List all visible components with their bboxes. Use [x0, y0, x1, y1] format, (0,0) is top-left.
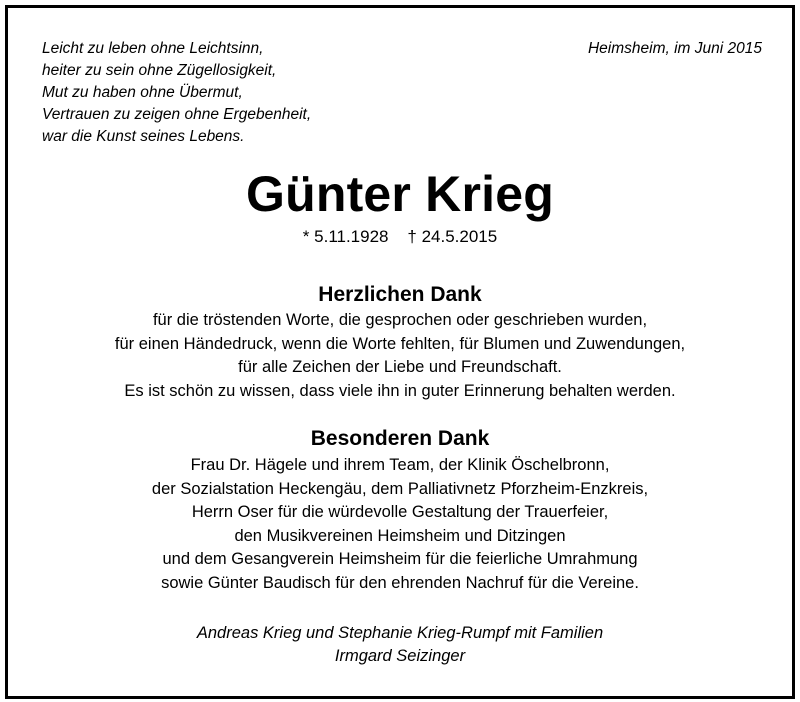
special-thanks-line: Herrn Oser für die würdevolle Gestaltung der Trauerfeier, [191, 503, 609, 521]
memorial-motto [42, 38, 311, 148]
special-thanks-text [8, 454, 792, 595]
special-thanks-line: Frau Dr. Hägele und ihrem Team, der Klinik Öschelbronn, [190, 456, 610, 474]
thanks-text [8, 309, 792, 403]
motto-line: Mut zu haben ohne Übermut, [42, 84, 243, 101]
motto-line: Vertrauen zu zeigen ohne Ergebenheit, [42, 106, 312, 123]
thanks-line: für alle Zeichen der Liebe und Freundschaft. [238, 358, 562, 376]
motto-line: heiter zu sein ohne Zügellosigkeit, [42, 62, 277, 79]
signature-line: Irmgard Seizinger [334, 647, 466, 665]
thanks-line: für einen Händedruck, wenn die Worte fehlten, für Blumen und Zuwendungen, [114, 334, 686, 353]
signature-block [8, 622, 792, 668]
special-thanks-line: und dem Gesangverein Heimsheim für die feierliche Umrahmung [162, 550, 638, 568]
special-thanks-heading: Besonderen Dank [310, 427, 490, 450]
obituary-notice [5, 5, 795, 699]
life-dates: * 5.11.1928 † 24.5.2015 [302, 227, 498, 246]
place-and-date: Heimsheim, im Juni 2015 [587, 40, 762, 57]
thanks-heading: Herzlichen Dank [318, 283, 482, 306]
thanks-line: Es ist schön zu wissen, dass viele ihn in guter Erinnerung behalten werden. [124, 381, 676, 400]
deceased-name: Günter Krieg [246, 166, 554, 222]
thanks-line: für die tröstenden Worte, die gesprochen oder geschrieben wurden, [152, 311, 648, 329]
motto-line: war die Kunst seines Lebens. [42, 128, 245, 145]
special-thanks-line: den Musikvereinen Heimsheim und Ditzingen [234, 526, 566, 545]
signature-line: Andreas Krieg und Stephanie Krieg-Rumpf mit Familien [196, 624, 604, 642]
special-thanks-line: sowie Günter Baudisch für den ehrenden Nachruf für die Vereine. [161, 573, 639, 592]
motto-line: Leicht zu leben ohne Leichtsinn, [42, 40, 264, 57]
special-thanks-line: der Sozialstation Heckengäu, dem Palliativnetz Pforzheim-Enzkreis, [151, 479, 649, 498]
